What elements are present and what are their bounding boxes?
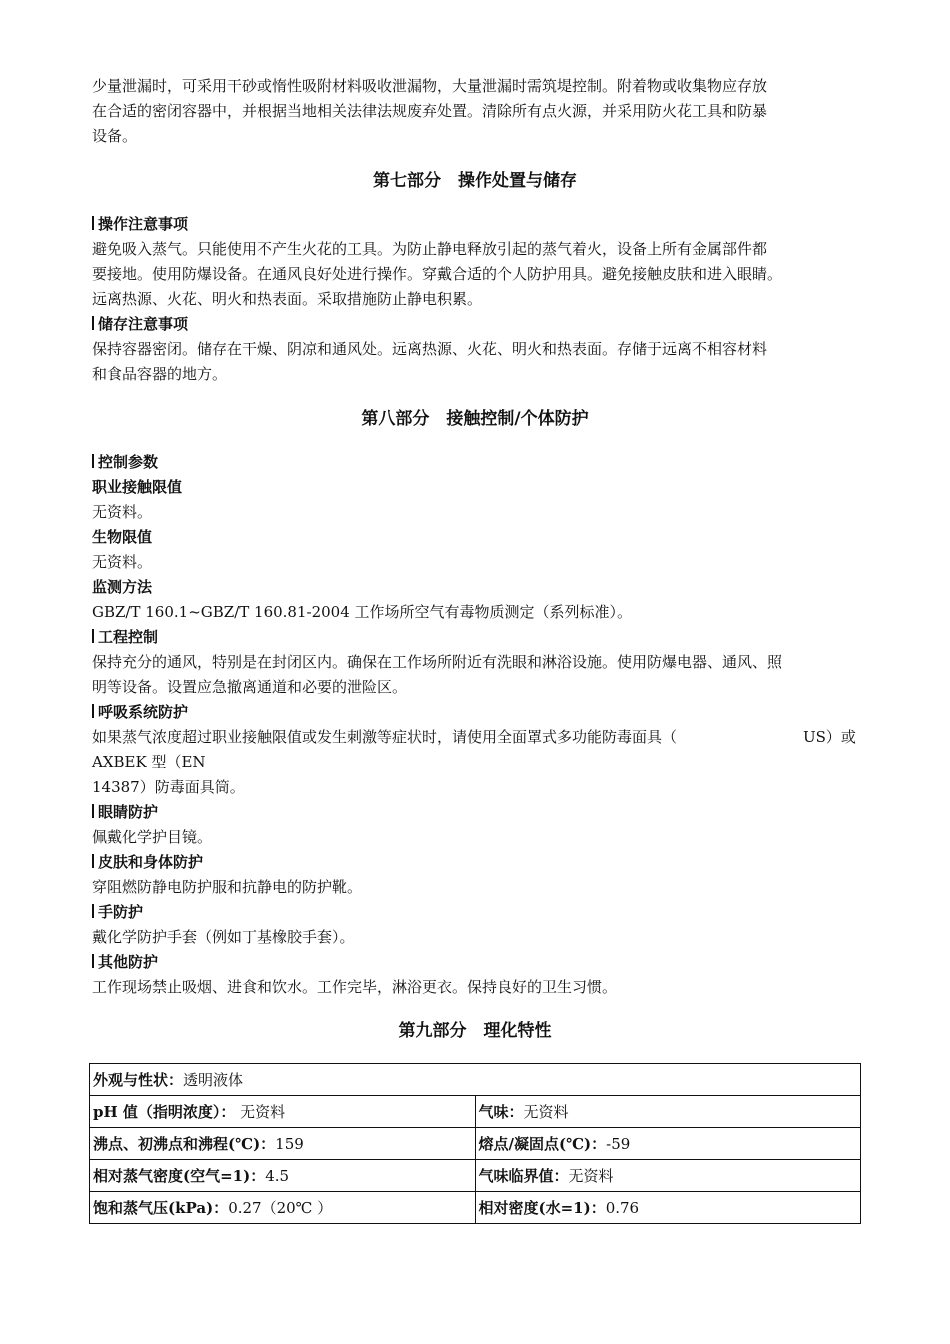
handling-line-3: 远离热源、火花、明火和热表面。采取措施防止静电积累。 <box>92 290 483 308</box>
bullet-bar <box>92 704 94 718</box>
bio-limit-value: 无资料。 <box>92 553 153 571</box>
bullet-bar <box>92 216 94 230</box>
bullet-bar <box>92 804 94 818</box>
resp-line-2: AXBEK 型（EN <box>92 753 206 771</box>
section-7-heading: 第七部分 操作处置与储存 <box>373 171 577 191</box>
bullet-bar <box>92 316 94 330</box>
appearance-cell: 外观与性状：透明液体 <box>90 1064 861 1096</box>
table-row <box>90 1064 861 1096</box>
bio-limit-label: 生物限值 <box>92 528 153 546</box>
handling-line-2: 要接地。使用防爆设备。在通风良好处进行操作。穿戴合适的个人防护用具。避免接触皮肤和进入眼睛。 <box>92 265 783 283</box>
table-row <box>90 1128 861 1160</box>
eye-protection-value: 佩戴化学护目镜。 <box>92 828 213 846</box>
odor-threshold-cell: 气味临界值：无资料 <box>475 1160 861 1192</box>
hand-protection-subheading: 手防护 <box>92 900 143 925</box>
physical-properties-table <box>89 1063 861 1224</box>
resp-protection-subheading: 呼吸系统防护 <box>92 700 188 725</box>
resp-line-3: 14387）防毒面具筒。 <box>92 778 245 796</box>
eng-control-line-1: 保持充分的通风，特别是在封闭区内。确保在工作场所附近有洗眼和淋浴设施。使用防爆电器、通风、照 <box>92 653 783 671</box>
table-row <box>90 1192 861 1224</box>
storage-subheading: 储存注意事项 <box>92 312 188 337</box>
table-row <box>90 1160 861 1192</box>
other-protection-subheading: 其他防护 <box>92 950 158 975</box>
handling-line-1: 避免吸入蒸气。只能使用不产生火花的工具。为防止静电释放引起的蒸气着火，设备上所有金属部件都 <box>92 240 768 258</box>
hand-protection-value: 戴化学防护手套（例如丁基橡胶手套）。 <box>92 928 355 946</box>
boiling-point-cell: 沸点、初沸点和沸程(℃)：159 <box>90 1128 476 1160</box>
monitor-label: 监测方法 <box>92 578 153 596</box>
section-8-heading: 第八部分 接触控制/个体防护 <box>361 409 589 429</box>
bullet-bar <box>92 954 94 968</box>
bullet-bar <box>92 454 94 468</box>
other-protection-value: 工作现场禁止吸烟、进食和饮水。工作完毕，淋浴更衣。保持良好的卫生习惯。 <box>92 978 618 996</box>
skin-protection-subheading: 皮肤和身体防护 <box>92 850 203 875</box>
handling-subheading: 操作注意事项 <box>92 212 188 237</box>
resp-line-1b: US）或 <box>803 728 856 746</box>
oel-value: 无资料。 <box>92 503 153 521</box>
eng-control-line-2: 明等设备。设置应急撤离通道和必要的泄险区。 <box>92 678 408 696</box>
ph-cell: pH 值（指明浓度）： 无资料 <box>90 1096 476 1128</box>
intro-line-1: 少量泄漏时，可采用干砂或惰性吸附材料吸收泄漏物，大量泄漏时需筑堤控制。附着物或收集物应存放 <box>92 77 768 95</box>
melting-point-cell: 熔点/凝固点(℃)：-59 <box>475 1128 861 1160</box>
odor-cell: 气味：无资料 <box>475 1096 861 1128</box>
bullet-bar <box>92 854 94 868</box>
section-9-heading: 第九部分 理化特性 <box>398 1021 552 1041</box>
storage-line-2: 和食品容器的地方。 <box>92 365 228 383</box>
storage-line-1: 保持容器密闭。储存在干燥、阴凉和通风处。远离热源、火花、明火和热表面。存储于远离不相容材料 <box>92 340 768 358</box>
resp-line-1a: 如果蒸气浓度超过职业接触限值或发生刺激等症状时，请使用全面罩式多功能防毒面具（ <box>92 728 678 746</box>
eye-protection-subheading: 眼睛防护 <box>92 800 158 825</box>
bullet-bar <box>92 904 94 918</box>
relative-density-cell: 相对密度(水=1)：0.76 <box>475 1192 861 1224</box>
intro-line-3: 设备。 <box>92 127 138 145</box>
skin-protection-value: 穿阻燃防静电防护服和抗静电的防护靴。 <box>92 878 363 896</box>
intro-line-2: 在合适的密闭容器中，并根据当地相关法律法规废弃处置。清除所有点火源，并采用防火花工具和防暴 <box>92 102 768 120</box>
vapor-pressure-cell: 饱和蒸气压(kPa)：0.27（20℃ ） <box>90 1192 476 1224</box>
monitor-value: GBZ/T 160.1~GBZ/T 160.81-2004 工作场所空气有毒物质测定（系列标准）。 <box>92 603 633 621</box>
eng-control-subheading: 工程控制 <box>92 625 158 650</box>
vapor-density-cell: 相对蒸气密度(空气=1)：4.5 <box>90 1160 476 1192</box>
oel-label: 职业接触限值 <box>92 478 183 496</box>
control-params-subheading: 控制参数 <box>92 450 158 475</box>
bullet-bar <box>92 629 94 643</box>
table-row <box>90 1096 861 1128</box>
